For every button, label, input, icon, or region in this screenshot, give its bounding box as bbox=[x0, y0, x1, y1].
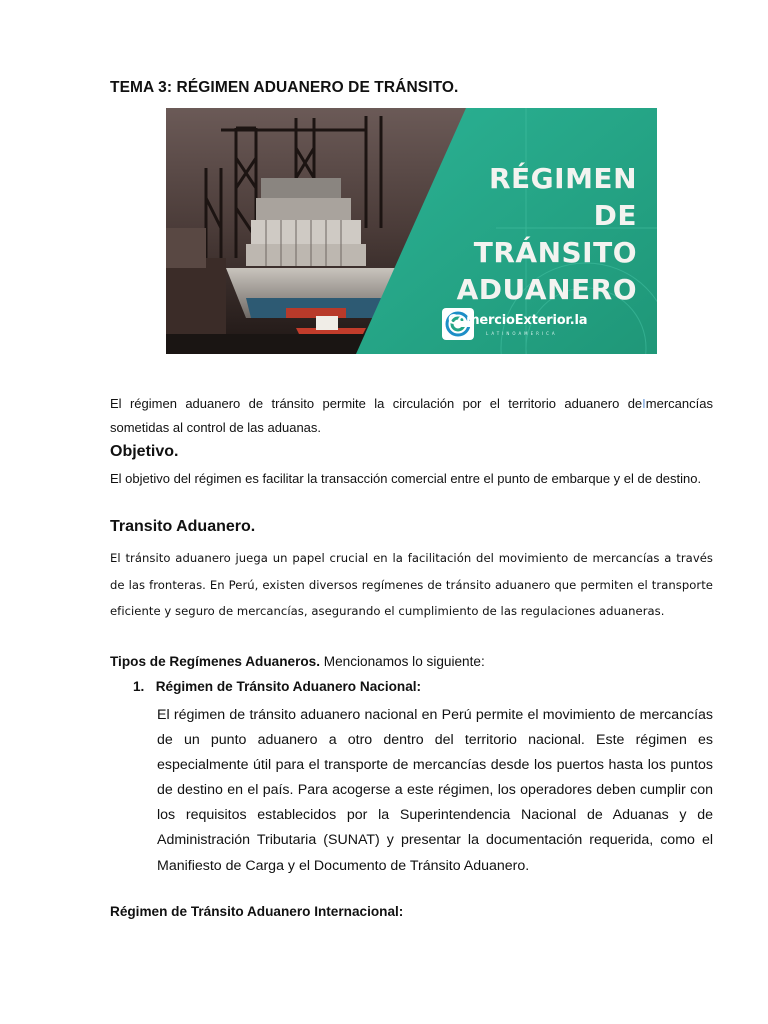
page-title: TEMA 3: RÉGIMEN ADUANERO DE TRÁNSITO. bbox=[110, 79, 459, 96]
list-item-title: Régimen de Tránsito Aduanero Nacional: bbox=[155, 679, 422, 694]
objective-heading: Objetivo. bbox=[110, 443, 179, 460]
brand-subtitle: LATINOAMERICA bbox=[486, 331, 558, 336]
types-text: Mencionamos lo siguiente: bbox=[320, 654, 485, 669]
brand-block bbox=[442, 308, 587, 340]
banner-title-line1: RÉGIMEN DE bbox=[488, 162, 637, 232]
international-heading: Régimen de Tránsito Aduanero Internacional: bbox=[110, 904, 404, 919]
list-item-national bbox=[133, 679, 421, 694]
types-label: Tipos de Regímenes Aduaneros. bbox=[110, 654, 320, 669]
objective-paragraph: El objetivo del régimen es facilitar la transacción comercial entre el punto de embarque y el de destino. bbox=[110, 471, 702, 486]
banner-title bbox=[437, 160, 637, 308]
intro-text-1: El régimen aduanero de tránsito permite la circulación por el territorio aduanero de bbox=[110, 396, 643, 411]
types-paragraph bbox=[110, 654, 485, 669]
transit-heading: Transito Aduanero. bbox=[110, 518, 256, 535]
text-cursor: I bbox=[642, 396, 646, 411]
banner-title-line2: TRÁNSITO bbox=[473, 236, 637, 269]
brand-name: ComercioExterior.la bbox=[448, 312, 588, 328]
list-item-body: El régimen de tránsito aduanero nacional en Perú permite el movimiento de mercancías de un punto aduanero a otro dentro del territorio nacional. Este régimen es especialmente útil para el transporte de mercancías desde los puertos hasta los puntos de destino en el país. Para acogerse a este régimen, los operadores deben cumplir con los requisitos establecidos por la Superintendencia Nacional de Aduanas y de Administración Tributaria (SUNAT) y presentar la documentación requerida, como el Manifiesto de Carga y el Documento de Tránsito Aduanero. bbox=[157, 707, 713, 874]
banner-title-line3: ADUANERO bbox=[456, 273, 637, 306]
transit-paragraph: El tránsito aduanero juega un papel crucial en la facilitación del movimiento de mercancías a través de las fronteras. En Perú, existen diversos regímenes de tránsito aduanero que permiten el transporte eficiente y seguro de mercancías, asegurando el cumplimiento de las regulaciones aduaneras. bbox=[110, 551, 713, 618]
list-number: 1. bbox=[133, 679, 145, 694]
banner-image bbox=[166, 108, 657, 354]
intro-paragraph bbox=[110, 392, 713, 440]
intro-text-2: mercancías sometidas al control de las aduanas. bbox=[110, 396, 713, 435]
